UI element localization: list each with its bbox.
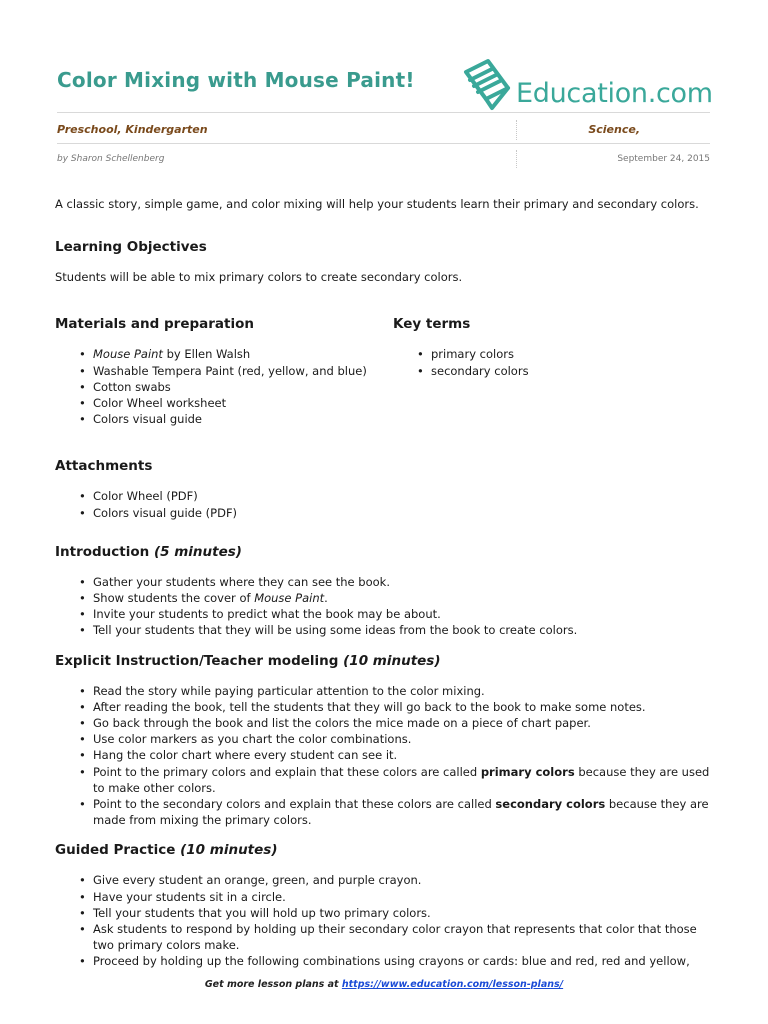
list-item: • Tell your students that they will be using some ideas from the book to create colors.	[55, 622, 715, 638]
lesson-content	[55, 196, 715, 1000]
page-title: Color Mixing with Mouse Paint!	[57, 68, 415, 92]
explicit-instruction-section	[55, 652, 715, 829]
learning-objectives-heading: Learning Objectives	[55, 239, 207, 256]
education-logo[interactable]	[456, 56, 716, 112]
list-item: • Gather your students where they can see the book.	[55, 574, 715, 590]
book-author: by Ellen Walsh	[162, 347, 251, 362]
header-rule	[57, 112, 710, 113]
key-terms-heading: Key terms	[393, 316, 471, 333]
guided-practice-section	[55, 841, 715, 969]
duration: (10 minutes)	[343, 652, 441, 669]
list-item: • primary colors	[393, 346, 715, 362]
list-item: • Ask students to respond by holding up their secondary color crayon that represents that color that those two primary colors make.	[55, 921, 715, 953]
book-title: Mouse Paint	[93, 347, 163, 362]
list-item: • Proceed by holding up the following combinations using crayons or cards: blue and red, red and yellow,	[55, 953, 715, 969]
intro-text: A classic story, simple game, and color mixing will help your students learn their primary and secondary colors.	[55, 197, 699, 211]
materials-keyterms-row	[55, 315, 715, 427]
learning-objectives-text: Students will be able to mix primary colors to create secondary colors.	[55, 270, 463, 285]
materials-section	[55, 315, 393, 427]
duration: (5 minutes)	[153, 543, 242, 560]
list-item: • Invite your students to predict what the book may be about.	[55, 606, 715, 622]
author: by Sharon Schellenberg	[57, 154, 165, 164]
logo-text: Education.com	[516, 78, 713, 109]
list-item: • Colors visual guide	[55, 411, 393, 427]
attachment-link[interactable]: • Color Wheel (PDF)	[55, 488, 715, 504]
meta-separator	[516, 120, 517, 140]
materials-list	[55, 346, 393, 427]
materials-heading: Materials and preparation	[55, 316, 254, 333]
footer-text: Get more lesson plans at	[204, 979, 342, 990]
list-item: • Have your students sit in a circle.	[55, 889, 715, 905]
list-item: • Washable Tempera Paint (red, yellow, and blue)	[55, 363, 393, 379]
list-item: • Give every student an orange, green, and purple crayon.	[55, 872, 715, 888]
list-item: • Color Wheel worksheet	[55, 395, 393, 411]
attachments-heading: Attachments	[55, 458, 153, 475]
list-item: • Point to the secondary colors and explain that these colors are called secondary colors because they are made from mixing the primary colors.	[55, 796, 715, 828]
list-item	[55, 346, 393, 362]
meta-separator-2	[516, 150, 517, 168]
subject: Science,	[588, 123, 640, 136]
introduction-list	[55, 574, 715, 639]
lesson-plans-link[interactable]: https://www.education.com/lesson-plans/	[341, 979, 564, 990]
list-item: • Read the story while paying particular attention to the color mixing.	[55, 683, 715, 699]
list-item: • Cotton swabs	[55, 379, 393, 395]
meta-rule	[57, 143, 710, 144]
list-item: • secondary colors	[393, 363, 715, 379]
attachment-link[interactable]: • Colors visual guide (PDF)	[55, 505, 715, 521]
list-item: • Point to the primary colors and explain that these colors are called primary colors because they are used to make other colors.	[55, 764, 715, 796]
list-item: • Use color markers as you chart the color combinations.	[55, 731, 715, 747]
duration: (10 minutes)	[180, 842, 278, 859]
attachments-section	[55, 457, 715, 520]
learning-objectives-section	[55, 238, 715, 285]
page-header	[0, 0, 768, 120]
explicit-instruction-list	[55, 683, 715, 829]
guided-practice-list	[55, 872, 715, 969]
page-footer	[0, 979, 768, 990]
pencil-logo-icon	[456, 56, 514, 112]
list-item: • Tell your students that you will hold up two primary colors.	[55, 905, 715, 921]
grade-level: Preschool, Kindergarten	[57, 123, 208, 136]
explicit-instruction-heading: Explicit Instruction/Teacher modeling (10 minutes)	[55, 652, 441, 669]
guided-practice-heading: Guided Practice (10 minutes)	[55, 842, 278, 859]
key-terms-list	[393, 346, 715, 378]
introduction-section	[55, 543, 715, 639]
introduction-heading: Introduction (5 minutes)	[55, 543, 242, 560]
list-item: • Go back through the book and list the colors the mice made on a piece of chart paper.	[55, 715, 715, 731]
list-item: • Hang the color chart where every student can see it.	[55, 747, 715, 763]
attachments-list	[55, 488, 715, 520]
list-item: • After reading the book, tell the students that they will go back to the book to make some notes.	[55, 699, 715, 715]
publish-date: September 24, 2015	[617, 154, 710, 164]
key-terms-section	[393, 315, 715, 427]
list-item: • Show students the cover of Mouse Paint.	[55, 590, 715, 606]
